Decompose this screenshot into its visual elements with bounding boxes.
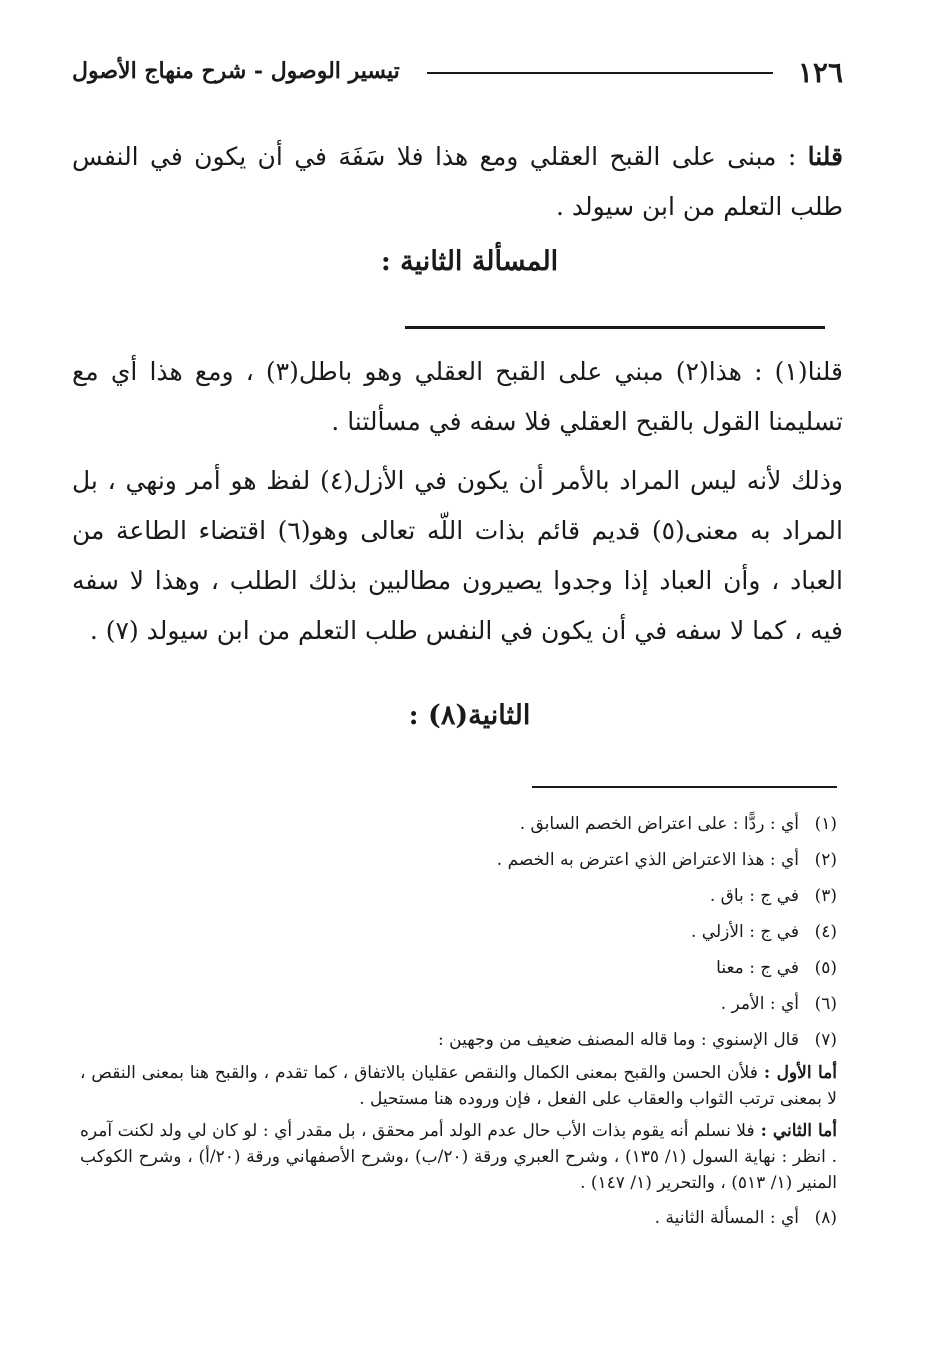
footnote-text: في ج : الأزلي . [691,922,799,942]
page-header [72,50,843,100]
footnote-number: (١) [814,814,837,834]
footnote-3 [72,878,837,914]
footnote-text: أي : ردًّا : على اعتراض الخصم السابق . [519,814,799,834]
footnote-separator [532,786,837,788]
paragraph-1-text: : مبنى على القبح العقلي ومع هذا فلا سَفَهَ في أن يكون في النفس طلب التعلم من ابن سيولد . [72,142,843,221]
footnote-8 [72,1200,837,1236]
footnote-4 [72,914,837,950]
footnote-1 [72,806,837,842]
footnote-2 [72,842,837,878]
footnote-5 [72,950,837,986]
footnote-number: (٤) [814,922,837,942]
footnote-7 [72,1022,837,1058]
section-rule [405,326,825,329]
paragraph-2: قلنا(١) : هذا(٢) مبني على القبح العقلي وهو باطل(٣) ، ومع هذا أي مع تسليمنا القول بالقبح العقلي فلا سفه في مسألتنا . [72,357,844,436]
header-rule [427,72,773,74]
footnote-text: في ج : باق . [709,886,799,906]
footnote-number: (٣) [814,886,837,906]
paragraph-1 [72,132,843,232]
footnote-text: قال الإسنوي : وما قاله المصنف ضعيف من وجهين : [438,1030,799,1050]
footnote-number: (٥) [814,958,837,978]
footnote-number: (٧) [814,1030,837,1050]
footnote-text: أي : الأمر . [720,994,799,1014]
page-number: ١٢٦ [797,56,843,89]
first-reason-text: فلأن الحسن والقبح بمعنى الكمال والنقص عقليان بالاتفاق ، كما تقدم ، والقبح هنا بمعنى النقص ، لا بمعنى ترتب الثواب والعقاب على الفعل ، فإن وروده هنا مستحيل . [80,1063,837,1109]
footnote-6 [72,986,837,1022]
footnote-text: أي : المسألة الثانية . [654,1208,799,1228]
footnote-7-second-reason [72,1118,837,1196]
paragraph-1-lead: قلنا [807,142,843,171]
second-reason-text: فلا نسلم أنه يقوم بذات الأب حال عدم الولد أمر محقق ، بل مقدر أي : لو كان لي ولد لكنت آمره . انظر : نهاية السول (١/ ١٣٥) ، وشرح العبري ورقة (٢٠/ب) ،وشرح الأصفهاني ورقة (٢٠/أ) ، وشرح الكوكب المنير (١/ ٥١٣) ، والتحرير (١/ ١٤٧) . [80,1121,837,1193]
footnote-number: (٢) [814,850,837,870]
footnote-number: (٨) [814,1208,837,1228]
section-heading-second: الثانية(٨) : [408,700,531,731]
first-reason-label: أما الأول : [763,1063,837,1083]
footnote-text: أي : هذا الاعتراض الذي اعترض به الخصم . [496,850,799,870]
footnotes [72,806,837,1236]
footnote-7-first-reason [72,1060,837,1112]
footnote-text: في ج : معنا [716,958,799,978]
section-heading-first: المسألة الثانية : [380,246,559,277]
footnote-number: (٦) [814,994,837,1014]
running-title: تيسير الوصول - شرح منهاج الأصول [72,58,400,84]
second-reason-label: أما الثاني : [760,1121,837,1141]
paragraph-3: وذلك لأنه ليس المراد بالأمر أن يكون في الأزل(٤) لفظ هو أمر ونهي ، بل المراد به معنى(٥) قديم قائم بذات اللّه تعالى وهو(٦) اقتضاء الطاعة من العباد ، وأن العباد إذا وجدوا يصيرون مطالبين بذلك الطلب ، وهذا لا سفه فيه ، كما لا سفه في أن يكون في النفس طلب التعلم من ابن سيولد (٧) . [72,466,843,645]
